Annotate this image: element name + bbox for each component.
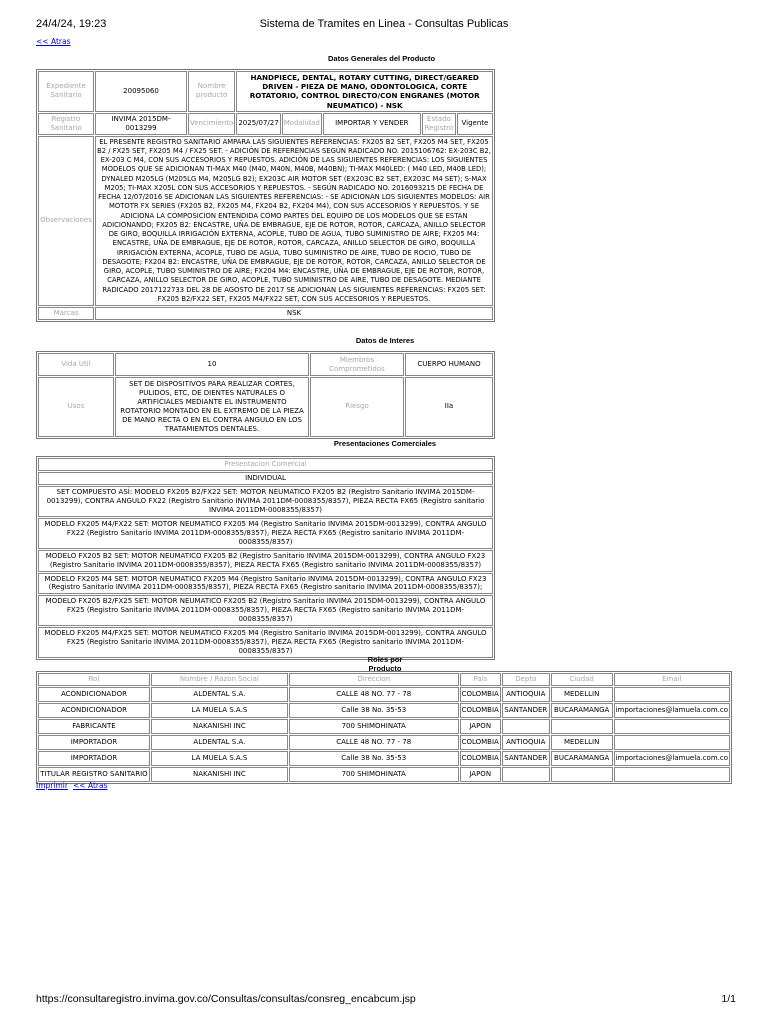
roles-column-header: Rol: [38, 673, 150, 686]
roles-cell: ALDENTAL S.A.: [151, 687, 288, 702]
presentation-row: [38, 550, 493, 572]
roles-cell: ANTIOQUIA: [502, 735, 550, 750]
print-link[interactable]: Imprimir: [36, 781, 68, 790]
roles-cell: COLOMBIA: [460, 703, 501, 718]
roles-row: [38, 719, 730, 734]
presentations-table: [36, 456, 495, 660]
roles-cell: SANTANDER: [502, 751, 550, 766]
presentation-row: [38, 573, 493, 595]
roles-cell: [614, 735, 730, 750]
roles-column-header: Pais: [460, 673, 501, 686]
modalidad-value: IMPORTAR Y VENDER: [323, 113, 421, 135]
roles-cell: [502, 767, 550, 782]
roles-column-header: Email: [614, 673, 730, 686]
roles-row: [38, 735, 730, 750]
marcas-value: NSK: [95, 307, 493, 320]
roles-cell: IMPORTADOR: [38, 735, 150, 750]
registro-label: Registro Sanitario: [38, 113, 94, 135]
presentation-row: [38, 472, 493, 485]
estado-value: Vigente: [457, 113, 493, 135]
roles-column-header: Nombre / Razon Social: [151, 673, 288, 686]
back-link-top[interactable]: << Atras: [36, 37, 71, 46]
expediente-value: 20095060: [95, 71, 187, 112]
roles-table: [36, 671, 732, 784]
presentation-text: INDIVIDUAL: [38, 472, 493, 485]
roles-cell: [614, 687, 730, 702]
interest-data-table: [36, 351, 495, 439]
roles-row: [38, 767, 730, 782]
miembros-label: Miembros Comprometidos: [310, 353, 404, 376]
presentations-header: Presentacion Comercial: [38, 458, 493, 471]
roles-cell: [614, 719, 730, 734]
presentation-row: [38, 486, 493, 517]
roles-cell: ANTIOQUIA: [502, 687, 550, 702]
estado-label: Estado Registro: [422, 113, 456, 135]
usos-value: SET DE DISPOSITIVOS PARA REALIZAR CORTES, PULIDOS, ETC, DE DIENTES NATURALES O ARTIFICIALES MEDIANTE EL INSTRUMENTO ROTATORIO MONTADO EN EL EXTREMO DE LA PIEZA DE MANO RECTA O EN EL CONTRA ANGULO EN LOS TRATAMIENTOS DENTALES.: [115, 377, 309, 437]
roles-cell: BUCARAMANGA: [551, 751, 613, 766]
marcas-label: Marcas: [38, 307, 94, 320]
nombre-value: HANDPIECE, DENTAL, ROTARY CUTTING, DIRECT/GEARED DRIVEN - PIEZA DE MANO, ODONTOLOGICA, CORTE ROTATORIO, CONTROL DIRECTO/CON ENGRANES (MOTOR NEUMATICO) - NSK: [236, 71, 493, 112]
roles-cell: Calle 38 No. 35-53: [289, 703, 459, 718]
registro-value: INVIMA 2015DM-0013299: [95, 113, 187, 135]
roles-cell: COLOMBIA: [460, 751, 501, 766]
nombre-label: Nombre producto: [188, 71, 235, 112]
presentation-text: MODELO FX205 M4 SET: MOTOR NEUMATICO FX205 M4 (Registro Sanitario INVIMA 2015DM-0013299), CONTRA ANGULO FX23 (Registro Sanitario INVIMA 2011DM-0008355/8357), PIEZA RECTA FX65 (Registro sanitario INVIMA 2011DM-0008355/8357);: [38, 573, 493, 595]
print-page-number: 1/1: [721, 993, 736, 1005]
vencimiento-value: 2025/07/27: [236, 113, 280, 135]
vida-util-value: 10: [115, 353, 309, 376]
back-link-bottom[interactable]: << Atras: [73, 781, 108, 790]
print-footer: [0, 993, 768, 1007]
presentation-row: [38, 595, 493, 626]
section-title-presentaciones: Presentaciones Comerciales: [333, 439, 437, 448]
riesgo-value: IIa: [405, 377, 493, 437]
roles-row: [38, 687, 730, 702]
roles-cell: [551, 719, 613, 734]
roles-row: [38, 751, 730, 766]
roles-cell: 700 SHIMOHINATA: [289, 767, 459, 782]
print-header: [0, 18, 768, 34]
roles-cell: JAPON: [460, 767, 501, 782]
roles-cell: ACONDICIONADOR: [38, 703, 150, 718]
roles-cell: IMPORTADOR: [38, 751, 150, 766]
presentation-row: [38, 518, 493, 549]
roles-cell: MEDELLIN: [551, 687, 613, 702]
roles-cell: LA MUELA S.A.S: [151, 751, 288, 766]
roles-cell: FABRICANTE: [38, 719, 150, 734]
roles-cell: ALDENTAL S.A.: [151, 735, 288, 750]
presentation-text: MODELO FX205 M4/FX22 SET: MOTOR NEUMATICO FX205 M4 (Registro Sanitario INVIMA 2015DM-0013299), CONTRA ANGULO FX22 (Registro Sanitario INVIMA 2011DM-0008355/8357), PIEZA RECTA FX65 (Registro sanitario INVIMA 2011DM-0008355/8357): [38, 518, 493, 549]
observaciones-value: EL PRESENTE REGISTRO SANITARIO AMPARA LAS SIGUIENTES REFERENCIAS: FX205 B2 SET, FX205 M4 SET, FX205 B2 / FX25 SET, FX205 M4 / FX25 SET. - ADICIÓN DE REFERENCIAS SEGÚN RADICADO NO. 2015106762: EX-203C B2, EX-203 C M4, CON SUS ACCESORIOS Y REPUESTOS. ADICIÓN DE LAS SIGUIENTES REFERENCIAS: LOS SIGUIENTES MODELOS QUE SE ADICIONAN TI-MAX M40 (M40, M40N, M40B, M40BN); TI-MAX M40LED: ( M40 LED, M40B LED); DYNALED M205LG (M205LG M4, M205LG B2); EX203C AIR MOTOR SET (EX203C B2 SET, EX203C M4 SET); S-MAX M205; TI-MAX X205L CON SUS ACCESORIOS Y REPUESTOS. - SEGÚN RADICADO NO. 2016093215 DE FECHA DE FECHA 12/07/2016 SE ADICIONAN LAS SIGUIENTES REFERENCIAS: - SE ADICIONAN LOS SIGUIENTES MODELOS: AIR MOTOTR FX SERIES (FX205 B2, FX205 M4, FX204 B2, FX204 M4), CON SUS ACCESORIOS Y REPUESTOS. Y SE ADICIONA LA COMPOSICION ENTENDIDA COMO PARTES DEL EQUIPO DE LOS MODELOS QUE SE ESTAN ADICIONANDO; FX205 B2: ENCASTRE, UÑA DE EMBRAGUE, EJE DE ROTOR, ROTOR, CARCAZA, ANILLO SELECTOR DE GIRO, BOQUILLA IRRIGACIÓN EXTERNA, ACOPLE, TUBO DE AGUA, TUBO SUMINISTRO DE AIRE; FX205 M4: ENCASTRE, UÑA DE EMBRAGUE, EJE DE ROTOR, ROTOR, CARCAZA, ANILLO SELECTOR DE GIRO, BOQUILLA IRRIGACIÓN EXTERNA, ACOPLE, TUBO DE AGUA, TUBO SUMINISTRO DE AIRE, TUBO DE ROCIO, TUBO DE DESAGOTE; FX204 B2: ENCASTRE, UÑA DE EMBRAGUE, EJE DE ROTOR, ROTOR, CARCAZA, ANILLO SELECTOR DE GIRO, ACOPLE, TUBO SUMINISTRO DE AIRE; FX204 M4: ENCASTRE, UÑA DE EMBRAGUE, EJE DE ROTOR, ROTOR, CARCAZA, ANILLO SELECTOR DE GIRO, ACOPLE, TUBO SUMINISTRO DE AIRE, TUBO DE DESAGOTE. MEDIANTE RADICADO 2017122733 DEL 28 DE AGOSTO DE 2017 SE ADICIONAN LAS SIGUIENTES REFERENCIAS: FX205 SET: FX205 B2/FX22 SET, FX205 M4/FX22 SET, CON SUS ACCESORIOS Y REPUESTOS.: [95, 136, 493, 306]
expediente-label: Expediente Sanitario: [38, 71, 94, 112]
roles-cell: COLOMBIA: [460, 735, 501, 750]
vida-util-label: Vida Util: [38, 353, 114, 376]
roles-cell: ACONDICIONADOR: [38, 687, 150, 702]
roles-cell: [502, 719, 550, 734]
roles-cell: JAPON: [460, 719, 501, 734]
roles-column-header: Ciudad: [551, 673, 613, 686]
roles-cell: COLOMBIA: [460, 687, 501, 702]
roles-column-header: Direccion: [289, 673, 459, 686]
riesgo-label: Riesgo: [310, 377, 404, 437]
roles-row: [38, 703, 730, 718]
roles-cell: NAKANISHI INC: [151, 719, 288, 734]
roles-cell: MEDELLIN: [551, 735, 613, 750]
roles-cell: [614, 767, 730, 782]
roles-cell: LA MUELA S.A.S: [151, 703, 288, 718]
print-date: 24/4/24, 19:23: [36, 18, 107, 30]
section-title-general: Datos Generales del Producto: [328, 54, 436, 63]
print-url: https://consultaregistro.invima.gov.co/Consultas/consultas/consreg_encabcum.jsp: [36, 993, 416, 1005]
section-title-interes: Datos de Interes: [355, 336, 415, 345]
presentation-text: MODELO FX205 B2 SET: MOTOR NEUMATICO FX205 B2 (Registro Sanitario INVIMA 2015DM-0013299), CONTRA ANGULO FX23 (Registro Sanitario INVIMA 2011DM-0008355/8357), PIEZA RECTA FX65 (Registro sanitario INVIMA 2011DM-0008355/8357): [38, 550, 493, 572]
roles-cell: SANTANDER: [502, 703, 550, 718]
roles-header-row: [38, 673, 730, 686]
print-title: Sistema de Tramites en Linea - Consultas Publicas: [259, 18, 509, 30]
roles-cell: BUCARAMANGA: [551, 703, 613, 718]
observaciones-label: Observaciones: [38, 136, 94, 306]
presentation-text: SET COMPUESTO ASÍ: MODELO FX205 B2/FX22 SET: MOTOR NEUMATICO FX205 B2 (Registro Sanitario INVIMA 2015DM-0013299), CONTRA ANGULO FX22 (Registro Sanitario INVIMA 2011DM-0008355/8357), PIEZA RECTA FX65 (Registro sanitario INVIMA 2011DM-0008355/8357): [38, 486, 493, 517]
roles-cell: CALLE 48 NO. 77 - 78: [289, 687, 459, 702]
general-data-table: [36, 69, 495, 322]
roles-cell: [551, 767, 613, 782]
roles-cell: 700 SHIMOHINATA: [289, 719, 459, 734]
roles-cell: Calle 38 No. 35-53: [289, 751, 459, 766]
roles-cell: importaciones@lamuela.com.co: [614, 703, 730, 718]
miembros-value: CUERPO HUMANO: [405, 353, 493, 376]
roles-cell: NAKANISHI INC: [151, 767, 288, 782]
roles-cell: TITULAR REGISTRO SANITARIO: [38, 767, 150, 782]
presentation-text: MODELO FX205 M4/FX25 SET: MOTOR NEUMATICO FX205 M4 (Registro Sanitario INVIMA 2015DM-0013299), CONTRA ANGULO FX25 (Registro Sanitario INVIMA 2011DM-0008355/8357), PIEZA RECTA FX65 (Registro sanitario INVIMA 2011DM-0008355/8357): [38, 627, 493, 658]
presentation-text: MODELO FX205 B2/FX25 SET: MOTOR NEUMATICO FX205 B2 (Registro Sanitario INVIMA 2015DM-0013299), CONTRA ANGULO FX25 (Registro Sanitario INVIMA 2011DM-0008355/8357), PIEZA RECTA FX65 (Registro sanitario INVIMA 2011DM-0008355/8357): [38, 595, 493, 626]
vencimiento-label: Vencimiento: [188, 113, 235, 135]
section-title-roles: Roles por Producto: [367, 655, 403, 673]
roles-cell: importaciones@lamuela.com.co: [614, 751, 730, 766]
roles-column-header: Depto: [502, 673, 550, 686]
modalidad-label: Modalidad: [282, 113, 322, 135]
roles-cell: CALLE 48 NO. 77 - 78: [289, 735, 459, 750]
bottom-links: [36, 773, 108, 792]
usos-label: Usos: [38, 377, 114, 437]
presentation-row: [38, 627, 493, 658]
